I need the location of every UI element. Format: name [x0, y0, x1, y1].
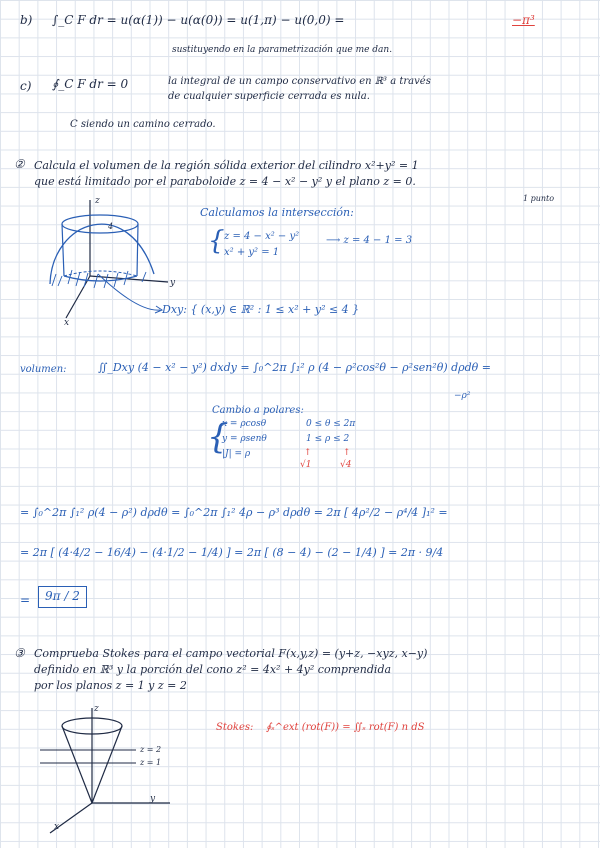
figure-2-axis-z: z	[94, 704, 99, 714]
final-prefix: =	[20, 593, 31, 607]
final-answer-box: 9π / 2	[38, 586, 87, 608]
figure-1-axis-x: x	[64, 318, 70, 328]
step-1: = ∫₀^2π ∫₁² ρ(4 − ρ²) dρdθ = ∫₀^2π ∫₁² 4ρ − ρ³ dρdθ = 2π [ 4ρ²/2 − ρ⁴/4 ]₁² =	[20, 506, 448, 519]
problem-2-number: ②	[14, 157, 25, 171]
bound-arrow-1: ↑	[304, 448, 312, 458]
part-c-note: C siendo un camino cerrado.	[70, 119, 216, 130]
problem-2-statement-2: que está limitado por el paraboloide z = 4 − x² − y² y el plano z = 0.	[34, 175, 416, 188]
polar-jacobian: |J| = ρ	[222, 449, 251, 459]
part-c-explanation-1: la integral de un campo conservativo en ℝ³ a través	[168, 76, 431, 87]
part-b-equation: ∫_C F dr = u(α(1)) − u(α(0)) = u(1,π) − u(0,0) =	[52, 13, 345, 27]
figure-1-axis-z: z	[95, 196, 100, 206]
polar-x: x = ρcosθ	[222, 419, 267, 429]
problem-2-statement-1: Calcula el volumen de la región sólida exterior del cilindro x²+y² = 1	[34, 159, 419, 172]
figure-1-tick-4: 4	[108, 222, 114, 231]
problem-3-statement-1: Comprueba Stokes para el campo vectorial F(x,y,z) = (y+z, −xyz, x−y)	[34, 647, 428, 660]
figure-cone	[30, 708, 180, 838]
bound-arrow-2: ↑	[343, 448, 351, 458]
bound-root-1: √1	[300, 460, 312, 470]
volume-integral: ∬_Dxy (4 − x² − y²) dxdy = ∫₀^2π ∫₁² ρ (4 − ρ²cos²θ − ρ²sen²θ) dρdθ =	[98, 361, 492, 374]
bound-root-4: √4	[340, 460, 352, 470]
polar-heading: Cambio a polares:	[212, 405, 304, 416]
step-2: = 2π [ (4·4/2 − 16/4) − (4·1/2 − 1/4) ] = 2π [ (8 − 4) − (2 − 1/4) ] = 2π · 9/4	[20, 546, 444, 559]
problem-2-points: 1 punto	[523, 194, 555, 203]
problem-3-statement-3: por los planos z = 1 y z = 2	[34, 679, 187, 692]
part-c-equation: ∮_C F dr = 0	[52, 77, 129, 91]
region-dxy: Dxy: { (x,y) ∈ ℝ² : 1 ≤ x² + y² ≤ 4 }	[162, 303, 360, 316]
system-line-2: x² + y² = 1	[224, 247, 280, 258]
plane-z2-label: z = 2	[140, 745, 162, 754]
polar-y: y = ρsenθ	[222, 434, 267, 444]
figure-1-axis-y: y	[170, 278, 176, 288]
intersection-heading: Calculamos la intersección:	[200, 206, 354, 219]
polar-brace: {	[207, 417, 229, 457]
figure-2-axis-x: x	[54, 822, 60, 832]
plane-z1-label: z = 1	[140, 758, 162, 767]
problem-3-statement-2: definido en ℝ³ y la porción del cono z² = 4x² + 4y² comprendida	[34, 663, 392, 676]
part-b-note: sustituyendo en la parametrización que me dan.	[172, 45, 393, 55]
part-b-label: b)	[20, 13, 33, 27]
stokes-formula: ∮ₛ^ext (rot(F)) = ∬ₛ rot(F) n dS	[266, 722, 425, 733]
system-line-1: z = 4 − x² − y²	[224, 231, 300, 242]
bound-theta: 0 ≤ θ ≤ 2π	[306, 419, 356, 429]
part-c-label: c)	[20, 79, 32, 93]
figure-paraboloid	[38, 200, 188, 320]
system-brace: {	[208, 226, 225, 256]
volume-underbrace: −ρ²	[454, 391, 471, 401]
part-b-answer: −π³	[512, 13, 535, 27]
system-result: ⟶ z = 4 − 1 = 3	[326, 235, 413, 246]
stokes-label: Stokes:	[216, 722, 254, 733]
figure-2-axis-y: y	[150, 794, 156, 804]
problem-3-number: ③	[14, 646, 25, 660]
part-c-explanation-2: de cualquier superficie cerrada es nula.	[168, 91, 370, 102]
volume-label: volumen:	[20, 364, 67, 375]
bound-rho: 1 ≤ ρ ≤ 2	[306, 434, 350, 444]
